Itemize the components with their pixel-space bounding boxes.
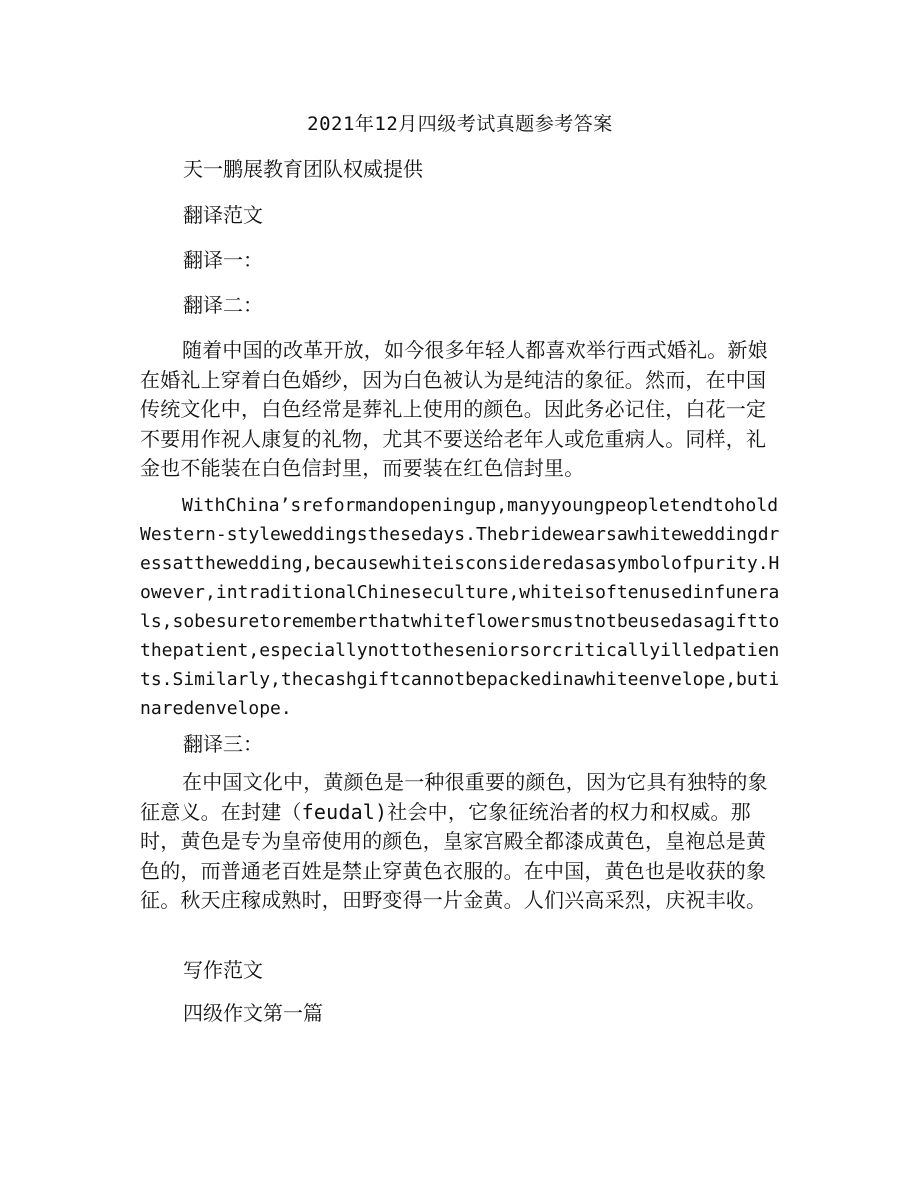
essay-one-heading: 四级作文第一篇: [183, 1001, 323, 1025]
translation-one-label: 翻译一：: [183, 248, 263, 272]
provider-line: 天一鹏展教育团队权威提供: [183, 157, 423, 181]
translation-three-chinese-paragraph: 在中国文化中，黄颜色是一种很重要的颜色，因为它具有独特的象征意义。在封建（feudal)社会中，它象征统治者的权力和权威。那时，黄色是专为皇帝使用的颜色，皇家宫殿全都漆成黄色，皇袍总是黄色的，而普通老百姓是禁止穿黄色衣服的。在中国，黄色也是收获的象征。秋天庄稼成熟时，田野变得一片金黄。人们兴高采烈，庆祝丰收。: [140, 770, 768, 912]
translation-two-label: 翻译二：: [183, 293, 263, 317]
translation-heading: 翻译范文: [183, 203, 263, 227]
translation-two-english-paragraph: WithChina’sreformandopeningup,manyyoungpeopletendtoholdWestern-styleweddingsthesedays.Thebridewearsawhiteweddingdressatthewedding,becausewhiteisconsideredasasymbolofpurity.However,intraditionalChineseculture,whiteisoftenusedinfunerals,sobesuretorememberthatwhiteflowersmustnotbeusedasagifttothepatient,especiallynottotheseniorsorcriticallyilledpatients.Similarly,thecashgiftcannotbepackedinawhiteenvelope,butinaredenvelope.: [140, 495, 780, 719]
translation-three-label: 翻译三：: [183, 732, 263, 756]
translation-two-chinese-paragraph: 随着中国的改革开放，如今很多年轻人都喜欢举行西式婚礼。新娘在婚礼上穿着白色婚纱，因为白色被认为是纯洁的象征。然而，在中国传统文化中，白色经常是葬礼上使用的颜色。因此务必记住，白花一定不要用作祝人康复的礼物，尤其不要送给老年人或危重病人。同样，礼金也不能装在白色信封里，而要装在红色信封里。: [140, 338, 768, 480]
writing-heading: 写作范文: [183, 958, 263, 982]
page-title: 2021年12月四级考试真题参考答案: [307, 113, 613, 135]
